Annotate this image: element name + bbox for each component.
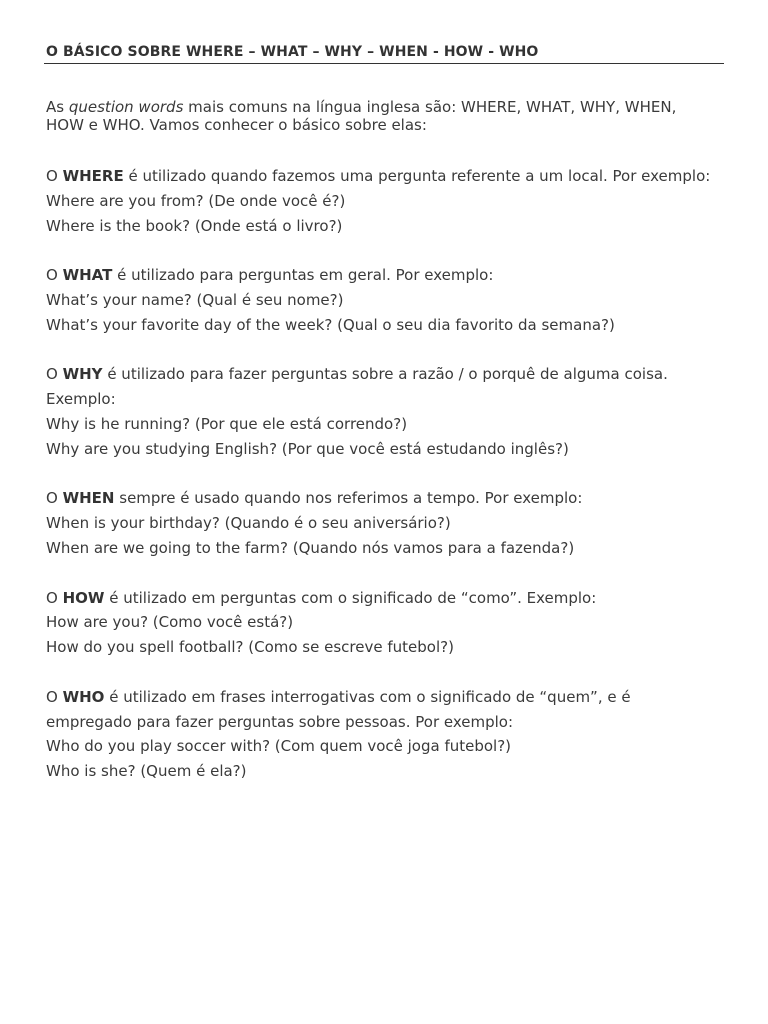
example-line: What’s your name? (Qual é seu nome?): [46, 290, 344, 309]
section-keyword: WHAT: [62, 266, 113, 285]
section-prefix: O: [46, 687, 63, 706]
page-title: O BÁSICO SOBRE WHERE – WHAT – WHY – WHEN - HOW - WHO: [46, 44, 539, 60]
section-keyword: HOW: [62, 588, 105, 607]
section-description: [46, 486, 716, 511]
section-keyword: WHEN: [62, 489, 115, 508]
example-line: How are you? (Como você está?): [46, 613, 294, 632]
example-line: Why are you studying English? (Por que você está estudando inglês?): [46, 439, 569, 458]
section-who: [46, 685, 716, 784]
section-why: [46, 362, 716, 461]
intro-emphasis: question words: [68, 98, 184, 116]
example-line: When are we going to the farm? (Quando nós vamos para a fazenda?): [46, 538, 575, 557]
section-description: [46, 685, 716, 735]
intro-text-after: mais comuns na língua inglesa são: WHERE, WHAT, WHY, WHEN, HOW e WHO. Vamos conhecer o básico sobre elas:: [46, 98, 677, 134]
title-underline: [44, 63, 724, 64]
section-description-text: é utilizado para perguntas em geral. Por exemplo:: [112, 266, 494, 285]
section-description: [46, 263, 716, 288]
section-description-text: é utilizado quando fazemos uma pergunta referente a um local. Por exemplo:: [123, 167, 711, 185]
intro-text-before: As: [46, 98, 69, 116]
section-description-text: é utilizado em frases interrogativas com o significado de “quem”, e é empregado para fazer perguntas sobre pessoas. Por exemplo:: [46, 687, 631, 731]
sections: [46, 164, 716, 809]
example-line: Why is he running? (Por que ele está correndo?): [46, 414, 408, 433]
section-keyword: WHO: [62, 687, 105, 706]
section-description: [46, 164, 716, 189]
section-what: [46, 263, 716, 337]
section-prefix: O: [46, 167, 63, 185]
intro-paragraph: [46, 98, 716, 134]
section-prefix: O: [46, 489, 63, 508]
example-line: Where is the book? (Onde está o livro?): [46, 216, 343, 235]
section-description-text: é utilizado em perguntas com o significado de “como”. Exemplo:: [104, 588, 597, 607]
section-description-text: é utilizado para fazer perguntas sobre a razão / o porquê de alguma coisa. Exemplo:: [46, 365, 668, 409]
section-where: [46, 164, 716, 238]
example-line: When is your birthday? (Quando é o seu aniversário?): [46, 514, 451, 533]
section-when: [46, 486, 716, 560]
example-line: Who is she? (Quem é ela?): [46, 762, 247, 781]
section-keyword: WHY: [62, 365, 103, 384]
section-prefix: O: [46, 588, 63, 607]
section-description-text: sempre é usado quando nos referimos a tempo. Por exemplo:: [114, 489, 583, 508]
section-description: [46, 362, 716, 412]
example-line: What’s your favorite day of the week? (Qual o seu dia favorito da semana?): [46, 315, 615, 334]
example-line: Who do you play soccer with? (Com quem você joga futebol?): [46, 737, 512, 756]
example-line: Where are you from? (De onde você é?): [46, 191, 346, 210]
example-line: How do you spell football? (Como se escreve futebol?): [46, 638, 454, 657]
section-keyword: WHERE: [62, 167, 124, 185]
section-prefix: O: [46, 365, 63, 384]
section-description: [46, 586, 716, 611]
section-how: [46, 586, 716, 660]
section-prefix: O: [46, 266, 63, 285]
